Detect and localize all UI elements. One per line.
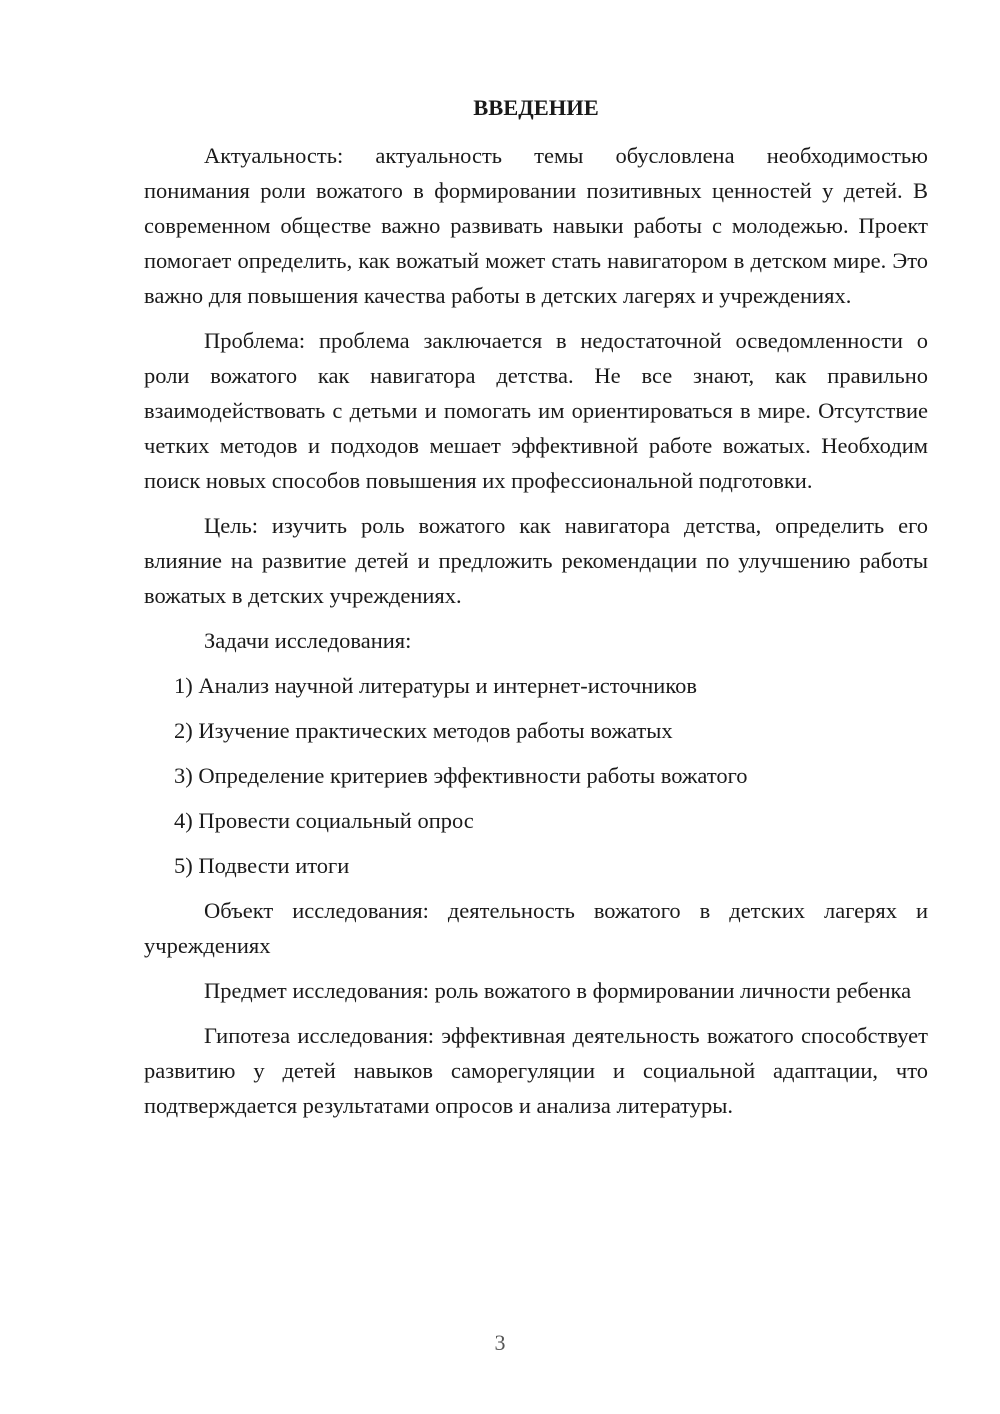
paragraph-problem: Проблема: проблема заключается в недостаточной осведомленности о роли вожатого как навигатора детства. Не все знают, как правильно взаимодействовать с детьми и помогать им ориентироваться в мире. Отсутствие четких методов и подходов мешает эффективной работе вожатых. Необходим поиск новых способов повышения их профессиональной подготовки. <box>144 328 928 493</box>
task-item-3: 3) Определение критериев эффективности работы вожатого <box>174 763 748 788</box>
section-title: ВВЕДЕНИЕ <box>473 95 599 120</box>
task-item-1: 1) Анализ научной литературы и интернет-источников <box>174 673 698 698</box>
paragraph-relevance: Актуальность: актуальность темы обусловлена необходимостью понимания роли вожатого в формировании позитивных ценностей у детей. В современном обществе важно развивать навыки работы с молодежью. Проект помогает определить, как вожатый может стать навигатором в детском мире. Это важно для повышения качества работы в детских лагерях и учреждениях. <box>144 143 928 308</box>
paragraph-hypothesis: Гипотеза исследования: эффективная деятельность вожатого способствует развитию у детей навыков саморегуляции и социальной адаптации, что подтверждается результатами опросов и анализа литературы. <box>144 1023 928 1118</box>
page-number: 3 <box>494 1330 506 1355</box>
paragraph-subject: Предмет исследования: роль вожатого в формировании личности ребенка <box>204 978 912 1003</box>
paragraph-goal: Цель: изучить роль вожатого как навигатора детства, определить его влияние на развитие детей и предложить рекомендации по улучшению работы вожатых в детских учреждениях. <box>144 513 928 608</box>
tasks-heading: Задачи исследования: <box>204 628 412 653</box>
task-item-4: 4) Провести социальный опрос <box>174 808 474 833</box>
task-item-5: 5) Подвести итоги <box>174 853 350 878</box>
task-item-2: 2) Изучение практических методов работы вожатых <box>174 718 673 743</box>
document-page <box>144 92 928 1133</box>
tasks-list <box>144 668 928 883</box>
paragraph-object: Объект исследования: деятельность вожатого в детских лагерях и учреждениях <box>144 898 928 958</box>
